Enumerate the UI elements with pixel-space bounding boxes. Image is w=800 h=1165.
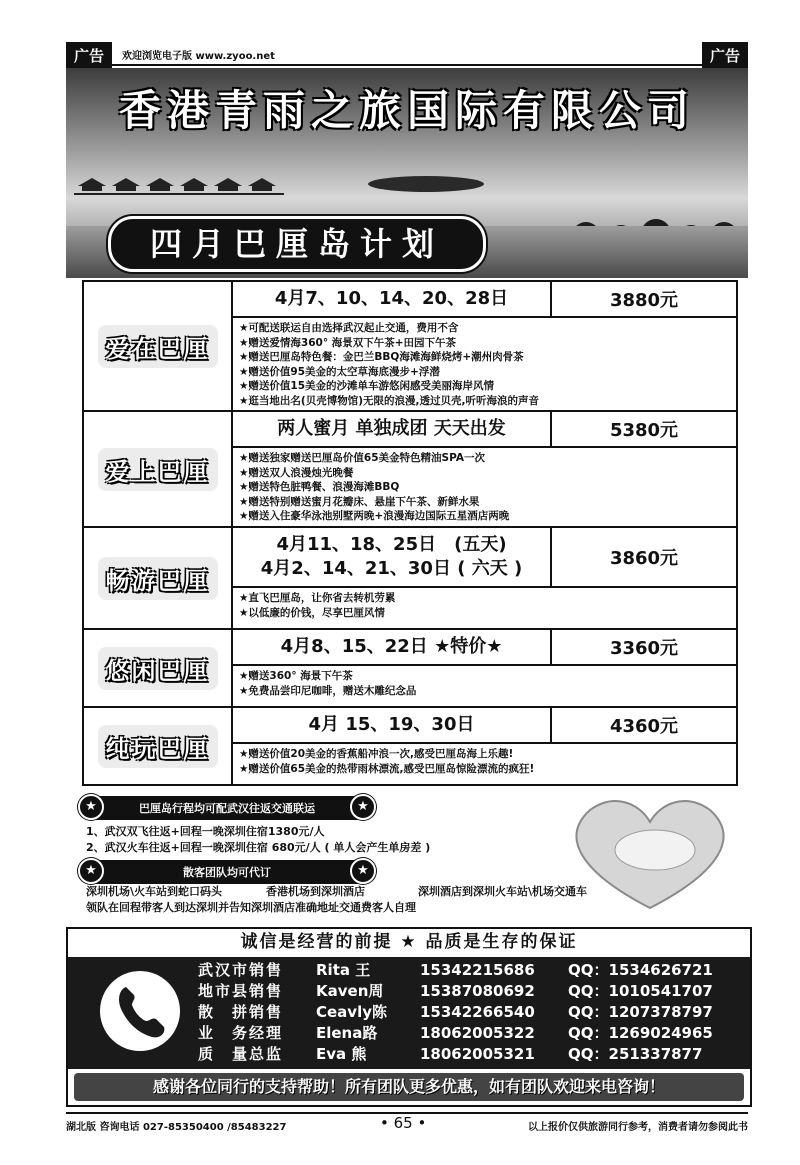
product-dates: 4月2、14、21、30日 ( 六天 )	[260, 558, 523, 579]
plan-title: 四月巴厘岛计划	[108, 216, 486, 272]
contact-qq: QQ：1207378797	[568, 1003, 713, 1021]
contact-qq: QQ：1010541707	[568, 982, 713, 1000]
footer-hotline: 湖北版 咨询电话 027-85350400 /85483227	[66, 1122, 287, 1133]
feature-item: ★赠送价值15美金的沙滩单车游悠闲感受美丽海岸风情	[239, 380, 495, 392]
feature-item: ★赠送特别赠送蜜月花瓣床、悬崖下午茶、新鲜水果	[239, 495, 480, 508]
product-dates: 4月11、18、25日 (五天)	[276, 534, 507, 555]
group-note: 领队在回程带客人到达深圳并告知深圳酒店准确地址交通费客人自理	[86, 901, 416, 914]
feature-item: ★赠送特色脏鸭餐、浪漫海滩BBQ	[239, 481, 400, 493]
feature-list	[233, 666, 736, 701]
product-dates: 4月 15、19、30日	[233, 708, 552, 742]
footer-disclaimer: 以上报价仅供旅游同行参考，消费者请勿参阅此书	[528, 1122, 748, 1133]
product-dates: 4月8、15、22日 ★特价★	[233, 630, 552, 664]
contact-row	[198, 960, 744, 981]
contact-phone: 18062005321	[420, 1045, 535, 1063]
group-item: 深圳机场\火车站到蛇口码头	[86, 885, 223, 898]
feature-item: ★赠送入住豪华泳池别墅两晚+浪漫海边国际五星酒店两晚	[239, 510, 510, 522]
contact-qq: QQ：1534626721	[568, 961, 713, 979]
contact-name: Eva 熊	[316, 1045, 367, 1063]
feature-item: ★逛当地出名(贝壳博物馆)无限的浪漫,透过贝壳,听听海浪的声音	[239, 394, 539, 407]
contact-role: 武汉市销售	[198, 961, 284, 979]
welcome-text: 欢迎浏览电子版 www.zyoo.net	[122, 51, 275, 62]
star-icon: ★	[350, 858, 376, 884]
product-row	[84, 628, 736, 706]
feature-item: ★赠送价值20美金的香蕉船冲浪一次,感受巴厘岛海上乐趣!	[239, 748, 514, 760]
contact-name: Elena路	[316, 1024, 378, 1042]
group-item: 深圳酒店到深圳火车站\机场交通车	[418, 885, 588, 898]
contact-qq: QQ：251337877	[568, 1045, 703, 1063]
product-name: 纯玩巴厘	[98, 725, 218, 768]
phone-icon	[100, 971, 180, 1051]
contact-name: Ceavly陈	[316, 1003, 388, 1021]
feature-item: ★赠送价值65美金的热带雨林漂流,感受巴厘岛惊险漂流的疯狂!	[239, 762, 535, 775]
motto: 诚信是经营的前提 ★ 品质是生存的保证	[240, 932, 578, 952]
product-row	[84, 706, 736, 784]
product-name: 悠闲巴厘	[98, 647, 218, 690]
feature-item: ★赠送双人浪漫烛光晚餐	[239, 466, 354, 479]
product-dates: 两人蜜月 单独成团 天天出发	[233, 412, 552, 446]
contact-list	[198, 960, 744, 1065]
contact-phone: 18062005322	[420, 1024, 535, 1042]
feature-item: ★赠送巴厘岛特色餐：金巴兰BBQ海滩海鲜烧烤+潮州肉骨茶	[239, 351, 524, 363]
contact-row	[198, 1002, 744, 1023]
feature-item: ★免费品尝印尼咖啡，赠送木雕纪念品	[239, 684, 417, 697]
product-dates: 4月7、10、14、20、28日	[233, 282, 552, 316]
ad-label-right: 广告	[702, 42, 748, 69]
product-name: 爱在巴厘	[98, 325, 218, 368]
contact-phone: 15387080692	[420, 982, 535, 1000]
product-row	[84, 526, 736, 628]
transport-line: 2、武汉火车往返+回程一晚深圳住宿 680元/人 ( 单人会产生单房差 )	[86, 841, 431, 854]
star-icon: ★	[350, 794, 376, 820]
top-divider	[66, 64, 748, 66]
contact-phone: 15342266540	[420, 1003, 535, 1021]
contact-name: Rita 王	[316, 961, 371, 979]
contact-row	[198, 1023, 744, 1044]
feature-item: ★赠送独家赠送巴厘岛价值65美金特色精油SPA一次	[239, 452, 485, 464]
product-price: 3880元	[609, 290, 679, 311]
contact-role: 业 务经理	[198, 1024, 284, 1042]
product-name: 畅游巴厘	[98, 557, 218, 600]
contact-row	[198, 1044, 744, 1065]
product-table	[82, 280, 738, 786]
contact-row	[198, 981, 744, 1002]
ad-label-left: 广告	[66, 42, 112, 69]
group-lines	[86, 884, 587, 916]
product-row	[84, 410, 736, 526]
product-price: 3860元	[609, 548, 679, 569]
product-price: 3360元	[609, 638, 679, 659]
product-price: 4360元	[609, 716, 679, 737]
transport-title: 巴厘岛行程均可配武汉往返交通联运	[82, 796, 372, 820]
feature-list	[233, 448, 736, 527]
transport-lines	[86, 824, 430, 856]
transport-line: 1、武汉双飞往返+回程一晚深圳住宿1380元/人	[86, 825, 325, 838]
feature-item: ★直飞巴厘岛，让你省去转机劳累	[239, 592, 396, 604]
feature-list	[233, 318, 736, 411]
product-row	[84, 282, 736, 410]
contact-box	[66, 927, 752, 1107]
contact-role: 地市县销售	[198, 982, 284, 1000]
thanks-banner: 感谢各位同行的支持帮助！所有团队更多优惠，如有团队欢迎来电咨询！	[74, 1073, 744, 1101]
contact-name: Kaven周	[316, 982, 384, 1000]
feature-item: ★以低廉的价钱，尽享巴厘风情	[239, 606, 385, 619]
feature-list	[233, 588, 736, 623]
product-name: 爱上巴厘	[98, 448, 218, 491]
feature-list	[233, 744, 736, 779]
star-icon: ★	[78, 794, 104, 820]
group-title: 散客团队均可代订	[82, 860, 372, 884]
page-number: • 65 •	[380, 1114, 427, 1132]
island-illustration	[366, 172, 486, 192]
banner	[66, 68, 748, 278]
contact-role: 散 拼销售	[198, 1003, 284, 1021]
contact-phone: 15342215686	[420, 961, 535, 979]
company-name: 香港青雨之旅国际有限公司	[118, 86, 695, 135]
contact-role: 质 量总监	[198, 1045, 284, 1063]
feature-item: ★可配送联运自由选择武汉起止交通，费用不含	[239, 322, 459, 334]
product-price: 5380元	[609, 420, 679, 441]
stilt-huts-illustration	[74, 176, 284, 198]
feature-item: ★赠送爱情海360° 海景双下午茶+田园下午茶	[239, 336, 457, 349]
heart-illustration	[560, 792, 740, 912]
feature-item: ★赠送价值95美金的太空草海底漫步+浮潜	[239, 365, 440, 378]
feature-item: ★赠送360° 海景下午茶	[239, 670, 353, 682]
star-icon: ★	[78, 858, 104, 884]
contact-qq: QQ：1269024965	[568, 1024, 713, 1042]
group-item: 香港机场到深圳酒店	[266, 885, 365, 898]
